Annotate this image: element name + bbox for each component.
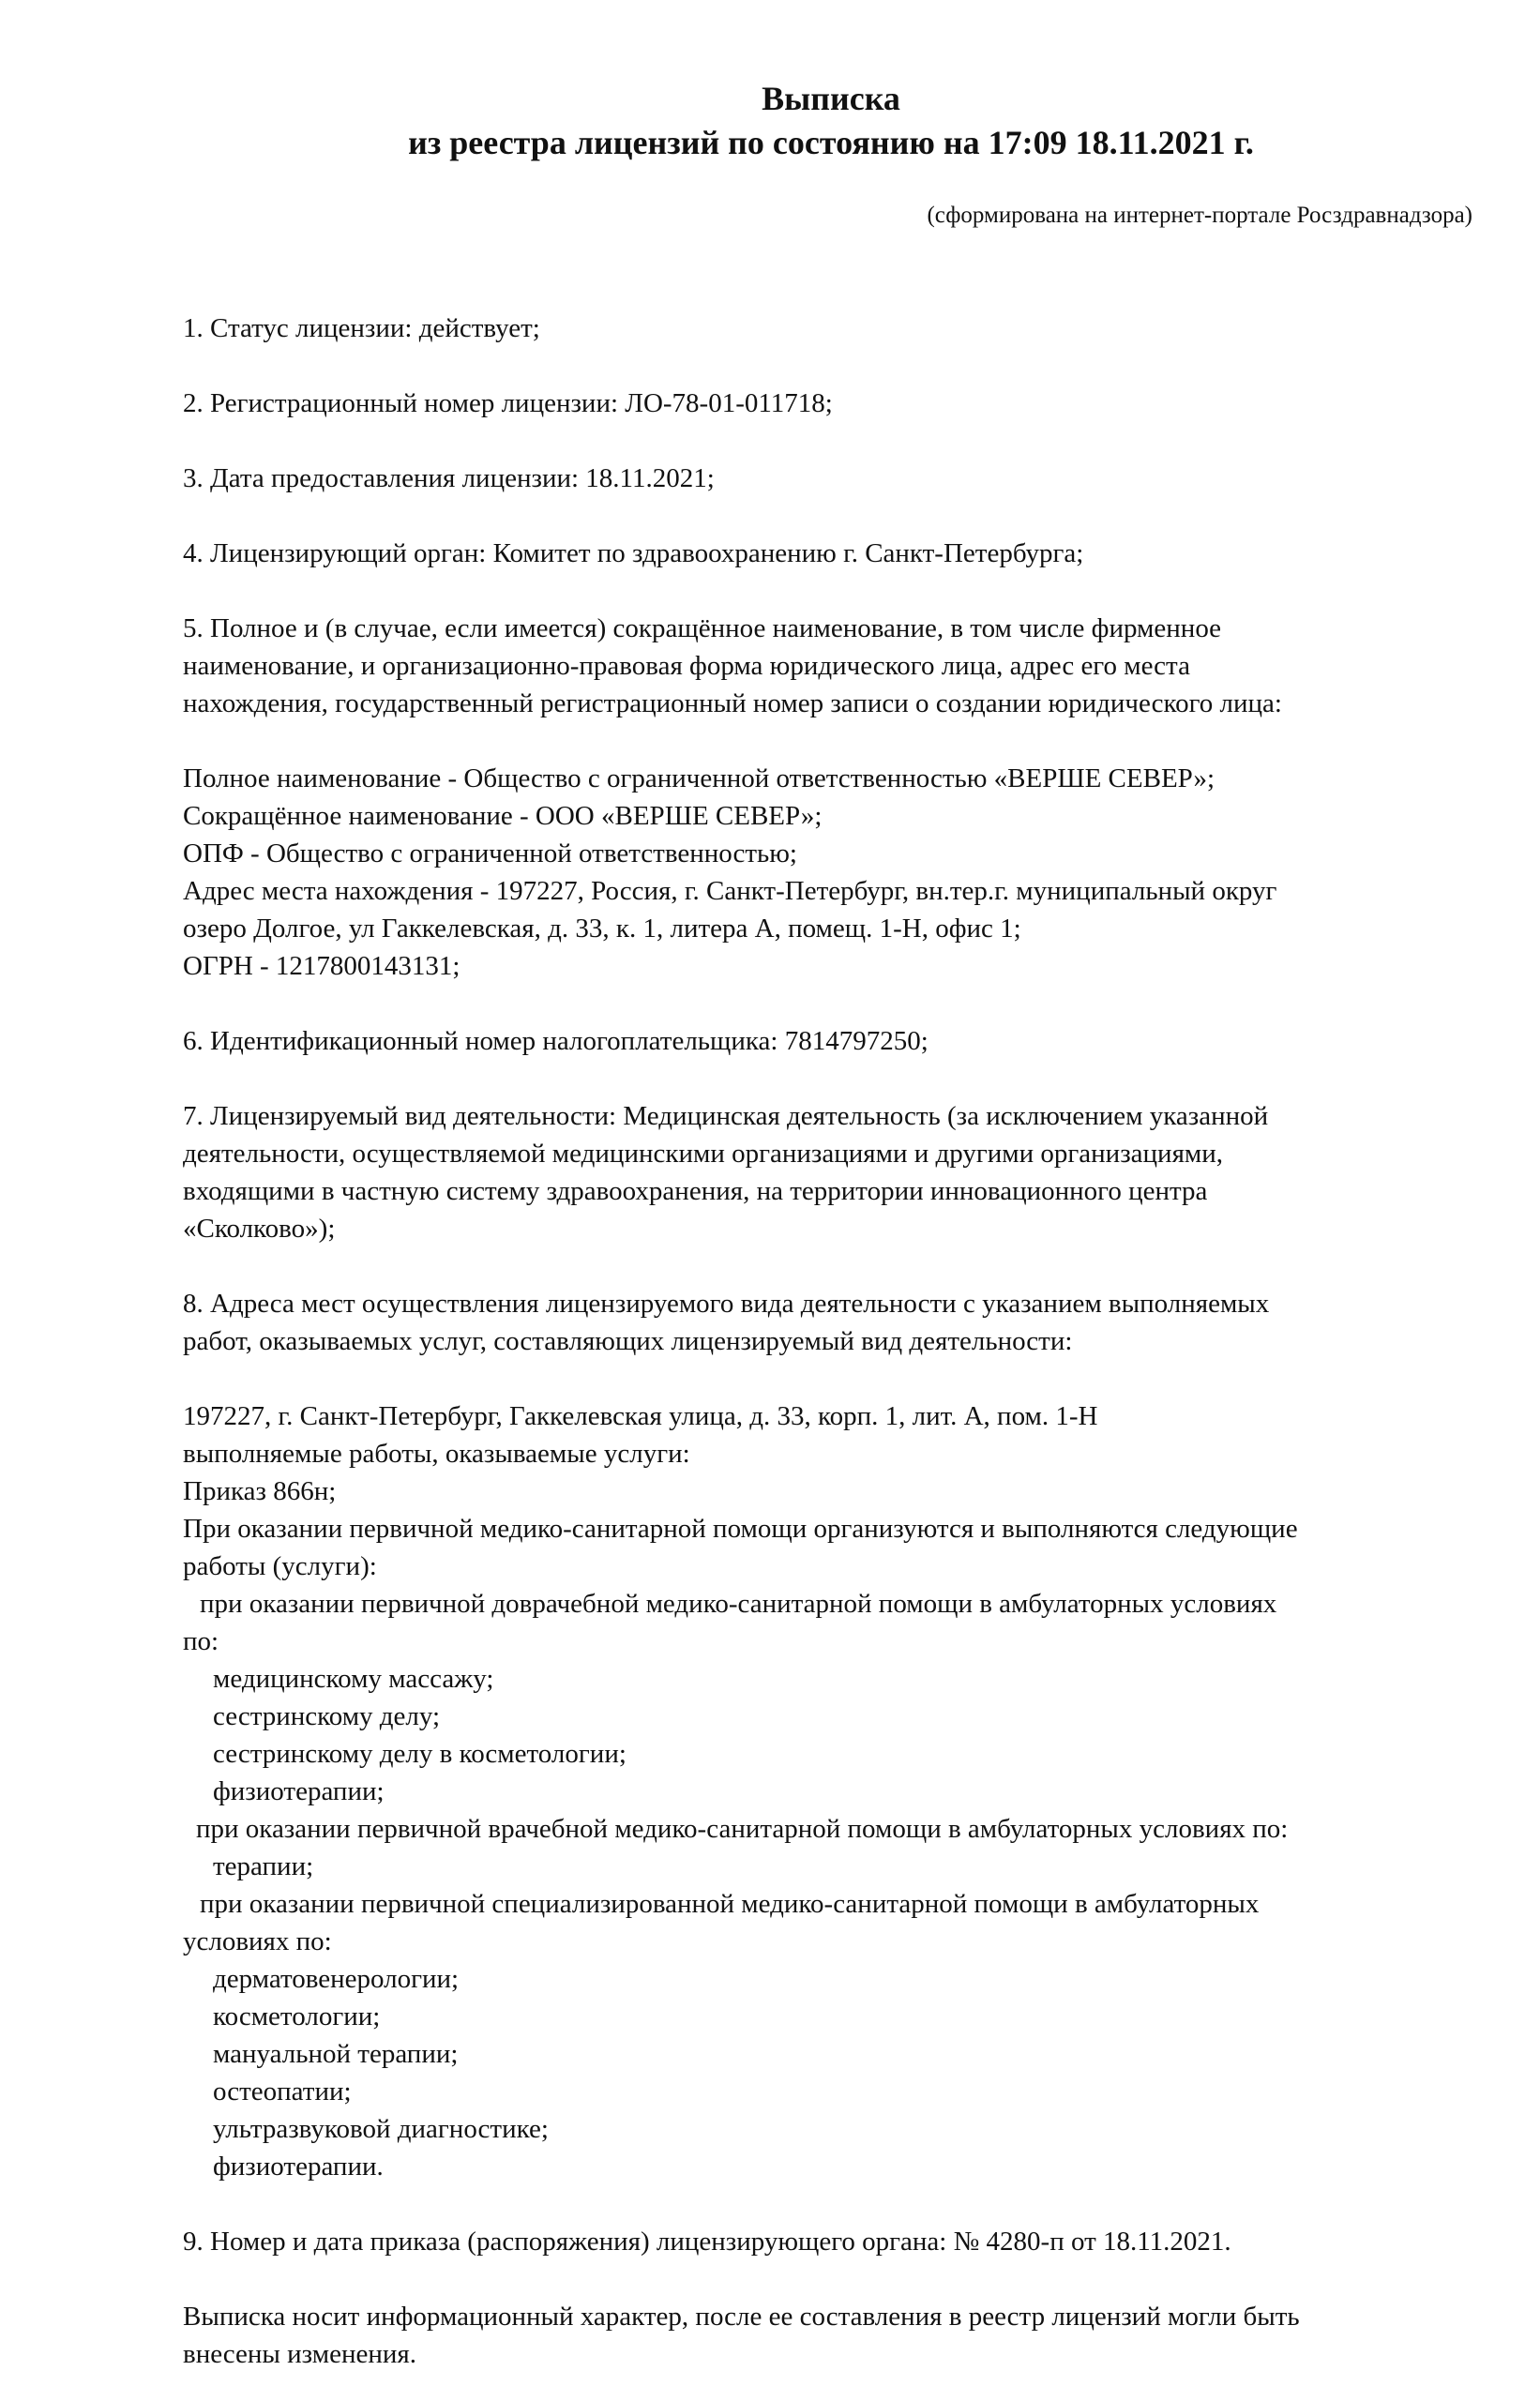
disclaimer-line: внесены изменения. xyxy=(183,2339,416,2369)
works-intro-line: При оказании первичной медико-санитарной помощи организуются и выполняются следующие xyxy=(183,1514,1298,1544)
addresses-intro-line: работ, оказываемых услуг, составляющих лицензируемый вид деятельности: xyxy=(183,1326,1073,1356)
service-item: физиотерапии. xyxy=(213,2152,384,2182)
entity-ogrn: ОГРН - 1217800143131; xyxy=(183,951,460,981)
disclaimer-line: Выписка носит информационный характер, после ее составления в реестр лицензий могли быть xyxy=(183,2302,1300,2332)
activity-line: 7. Лицензируемый вид деятельности: Медицинская деятельность (за исключением указанной xyxy=(183,1101,1269,1131)
entity-address: озеро Долгое, ул Гаккелевская, д. 33, к. 1, литера А, помещ. 1-Н, офис 1; xyxy=(183,914,1021,944)
document-subtitle: из реестра лицензий по состоянию на 17:09 18.11.2021 г. xyxy=(408,124,1254,161)
service-item: косметологии; xyxy=(213,2001,381,2031)
document-title: Выписка xyxy=(762,80,900,117)
document-body xyxy=(183,310,1477,2373)
service-item: физиотерапии; xyxy=(213,1776,385,1806)
license-reg-number: 2. Регистрационный номер лицензии: ЛО-78-01-011718; xyxy=(183,388,833,418)
activity-line: «Сколково»); xyxy=(183,1214,336,1244)
service-item: медицинскому массажу; xyxy=(213,1664,494,1694)
entity-intro-line: 5. Полное и (в случае, если имеется) сокращённое наименование, в том числе фирменное xyxy=(183,613,1222,643)
taxpayer-number: 6. Идентификационный номер налогоплательщика: 7814797250; xyxy=(183,1026,929,1056)
order-reference: Приказ 866н; xyxy=(183,1476,337,1506)
specialized-intro: условиях по: xyxy=(183,1926,332,1956)
source-note: (сформирована на интернет-портале Росздравнадзора) xyxy=(927,203,1472,228)
licensing-authority: 4. Лицензирующий орган: Комитет по здравоохранению г. Санкт-Петербурга; xyxy=(183,538,1084,568)
service-item: ультразвуковой диагностике; xyxy=(213,2114,549,2144)
activity-address: 197227, г. Санкт-Петербург, Гаккелевская улица, д. 33, корп. 1, лит. А, пом. 1-Н xyxy=(183,1401,1098,1431)
entity-short-name: Сокращённое наименование - ООО «ВЕРШЕ СЕВЕР»; xyxy=(183,801,823,831)
works-label: выполняемые работы, оказываемые услуги: xyxy=(183,1439,690,1469)
license-issue-date: 3. Дата предоставления лицензии: 18.11.2021; xyxy=(183,463,715,493)
service-item: терапии; xyxy=(213,1851,314,1881)
activity-line: деятельности, осуществляемой медицинскими организациями и другими организациями, xyxy=(183,1139,1224,1169)
activity-line: входящими в частную систему здравоохранения, на территории инновационного центра xyxy=(183,1176,1208,1206)
premedical-intro: по: xyxy=(183,1626,219,1656)
service-item: сестринскому делу в косметологии; xyxy=(213,1739,627,1769)
license-status: 1. Статус лицензии: действует; xyxy=(183,313,540,343)
service-item: мануальной терапии; xyxy=(213,2039,459,2069)
entity-legal-form: ОПФ - Общество с ограниченной ответственностью; xyxy=(183,838,797,868)
specialized-intro: при оказании первичной специализированной медико-санитарной помощи в амбулаторных xyxy=(200,1889,1260,1919)
service-item: остеопатии; xyxy=(213,2076,352,2107)
order-number-date: 9. Номер и дата приказа (распоряжения) лицензирующего органа: № 4280-п от 18.11.2021. xyxy=(183,2227,1231,2257)
works-intro-line: работы (услуги): xyxy=(183,1551,377,1581)
entity-full-name: Полное наименование - Общество с ограниченной ответственностью «ВЕРШЕ СЕВЕР»; xyxy=(183,763,1215,793)
premedical-intro: при оказании первичной доврачебной медико-санитарной помощи в амбулаторных условиях xyxy=(200,1589,1277,1619)
service-item: дерматовенерологии; xyxy=(213,1964,460,1994)
service-item: сестринскому делу; xyxy=(213,1701,441,1731)
entity-intro-line: наименование, и организационно-правовая форма юридического лица, адрес его места xyxy=(183,651,1190,681)
entity-address: Адрес места нахождения - 197227, Россия, г. Санкт-Петербург, вн.тер.г. муниципальный округ xyxy=(183,876,1277,906)
addresses-intro-line: 8. Адреса мест осуществления лицензируемого вида деятельности с указанием выполняемых xyxy=(183,1289,1270,1319)
medical-intro: при оказании первичной врачебной медико-санитарной помощи в амбулаторных условиях по: xyxy=(196,1814,1289,1844)
entity-intro-line: нахождения, государственный регистрационный номер записи о создании юридического лица: xyxy=(183,688,1282,718)
